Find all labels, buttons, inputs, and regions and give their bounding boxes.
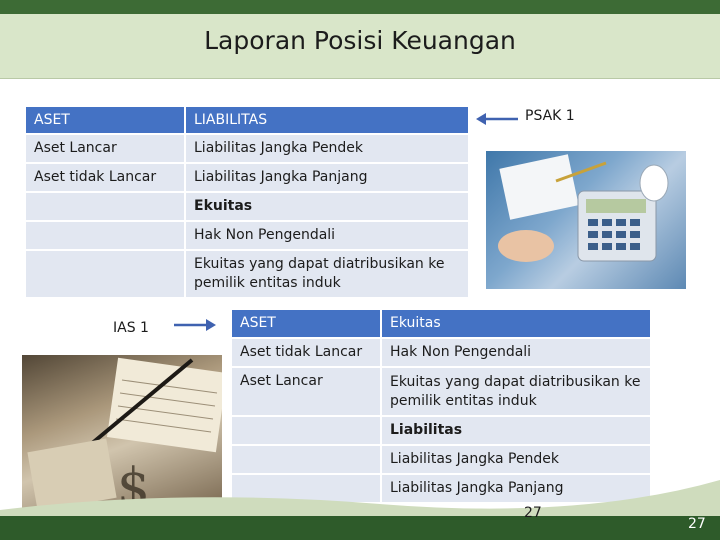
footer-page-number: 27 <box>688 516 706 532</box>
table-row <box>232 339 650 366</box>
arrow-left-icon <box>476 112 520 126</box>
ias-cell-left: Aset Lancar <box>232 368 380 415</box>
psak-header-left: ASET <box>26 107 184 133</box>
psak-cell-right: Ekuitas yang dapat diatribusikan ke pemilik entitas induk <box>186 251 468 297</box>
ias-cell-left <box>232 446 380 473</box>
psak-cell-right: Hak Non Pengendali <box>186 222 468 249</box>
ias-label: IAS 1 <box>113 320 149 336</box>
psak-cell-right: Liabilitas Jangka Pendek <box>186 135 468 162</box>
ias-cell-right: Hak Non Pengendali <box>382 339 650 366</box>
svg-text:$: $ <box>117 458 151 515</box>
ias-cell-left <box>232 417 380 444</box>
footer-swoosh <box>0 470 720 520</box>
page-title: Laporan Posisi Keuangan <box>204 26 516 55</box>
table-row <box>232 446 650 473</box>
ias-header-right: Ekuitas <box>382 310 650 337</box>
ias-header-row <box>232 310 650 337</box>
page-number: 27 <box>524 505 542 521</box>
psak-label: PSAK 1 <box>525 108 575 124</box>
psak-cell-right: Ekuitas <box>186 193 468 220</box>
table-row <box>232 368 650 415</box>
psak-header-right: LIABILITAS <box>186 107 468 133</box>
psak-cell-right: Liabilitas Jangka Panjang <box>186 164 468 191</box>
table-row <box>26 251 468 297</box>
table-row <box>26 164 468 191</box>
table-row <box>26 222 468 249</box>
ias-cell-left: Aset tidak Lancar <box>232 339 380 366</box>
table-row <box>26 193 468 220</box>
ias-cell-right: Ekuitas yang dapat diatribusikan ke pemilik entitas induk <box>382 368 650 415</box>
psak-cell-left <box>26 251 184 297</box>
table-row <box>232 417 650 444</box>
psak-header-row <box>26 107 468 133</box>
calculator-photo <box>486 151 686 289</box>
ias-cell-right: Liabilitas Jangka Pendek <box>382 446 650 473</box>
arrow-right-icon <box>172 318 216 332</box>
footer-bar <box>0 516 720 540</box>
top-bar <box>0 0 720 14</box>
table-row <box>26 135 468 162</box>
psak-cell-left <box>26 193 184 220</box>
psak-cell-left: Aset tidak Lancar <box>26 164 184 191</box>
ias-header-left: ASET <box>232 310 380 337</box>
psak-cell-left <box>26 222 184 249</box>
psak-cell-left: Aset Lancar <box>26 135 184 162</box>
psak-table <box>24 105 470 299</box>
ias-cell-right: Liabilitas <box>382 417 650 444</box>
ias-cell-right: Liabilitas Jangka Panjang <box>382 475 650 502</box>
